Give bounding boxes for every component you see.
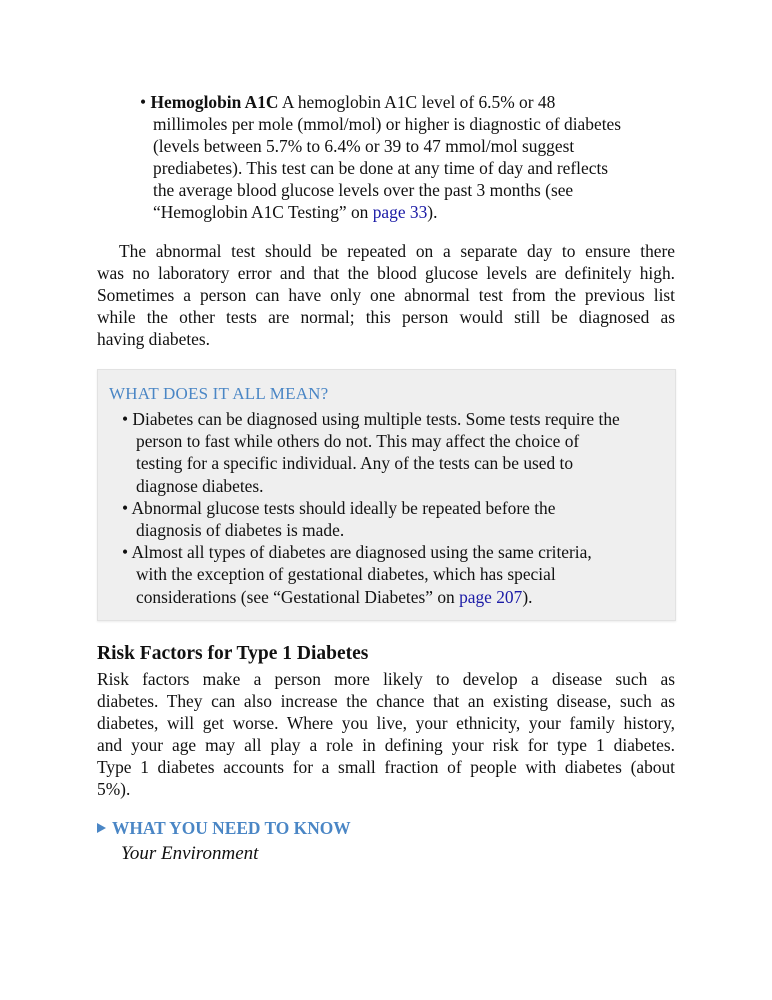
a1c-line-6-end: ). [427,202,438,222]
paragraph-line: diabetes, will get worse. Where you live, your ethnicity, your family history, [97,713,675,733]
callout-item-2-line: diagnosis of diabetes is made. [136,520,345,541]
paragraph-line: The abnormal test should be repeated on a separate day to ensure there [119,241,675,261]
a1c-line-1-text: A hemoglobin A1C level of 6.5% or 48 [278,92,556,112]
paragraph-line: and your age may all play a role in defining your risk for type 1 diabetes. [97,735,675,755]
paragraph-line: Type 1 diabetes accounts for a small fraction of people with diabetes (about [97,757,675,777]
need-to-know-label: WHAT YOU NEED TO KNOW [112,818,351,838]
your-environment-subheading: Your Environment [121,843,259,864]
paragraph-line: Sometimes a person can have only one abnormal test from the previous list [97,285,675,305]
bullet-mark: • [140,92,147,112]
paragraph-line: while the other tests are normal; this person would still be diagnosed as [97,307,675,327]
callout-item-3-line: with the exception of gestational diabetes, which has special [136,564,556,585]
a1c-line-6-text: “Hemoglobin A1C Testing” on [153,202,373,222]
callout-item-1-line: • Diabetes can be diagnosed using multiple tests. Some tests require the [122,409,620,429]
page-207-link[interactable]: page 207 [459,586,523,607]
page-33-link[interactable]: page 33 [372,202,428,222]
risk-factors-paragraph [97,668,675,800]
callout-title: WHAT DOES IT ALL MEAN? [109,384,329,403]
a1c-line-1 [140,91,680,113]
a1c-bullet-item [140,91,680,223]
repeat-test-paragraph [97,240,675,350]
a1c-line-2: millimoles per mole (mmol/mol) or higher is diagnostic of diabetes [153,114,622,134]
paragraph-line: was no laboratory error and that the blood glucose levels are definitely high. [97,263,675,283]
triangle-right-icon [97,823,106,833]
callout-item-2-line: • Abnormal glucose tests should ideally be repeated before the [122,497,556,518]
callout-item-3-end: ). [522,586,533,607]
paragraph-line: diabetes. They can also increase the chance that an existing disease, such as [97,691,675,711]
a1c-line-4: prediabetes). This test can be done at any time of day and reflects [153,158,609,178]
a1c-term: Hemoglobin A1C [150,92,279,112]
what-you-need-to-know-heading [97,818,351,839]
callout-item-1-line: diagnose diabetes. [136,475,264,496]
a1c-line-5: the average blood glucose levels over the past 3 months (see [153,180,574,200]
callout-item-1-line: testing for a specific individual. Any of the tests can be used to [136,453,574,474]
callout-list [122,408,620,608]
callout-item-3-text: considerations (see “Gestational Diabetes” on [136,586,460,607]
what-does-it-mean-callout [97,369,676,621]
a1c-line-3: (levels between 5.7% to 6.4% or 39 to 47 mmol/mol suggest [153,136,575,156]
paragraph-line: Risk factors make a person more likely to develop a disease such as [97,669,675,689]
callout-item-3-line: • Almost all types of diabetes are diagnosed using the same criteria, [122,542,592,563]
callout-item-1-line: person to fast while others do not. This may affect the choice of [136,431,580,452]
risk-factors-heading: Risk Factors for Type 1 Diabetes [97,643,369,664]
paragraph-line: having diabetes. [97,329,211,349]
a1c-line-6 [140,201,680,223]
paragraph-line: 5%). [97,779,131,799]
callout-item-3-line [122,586,620,608]
